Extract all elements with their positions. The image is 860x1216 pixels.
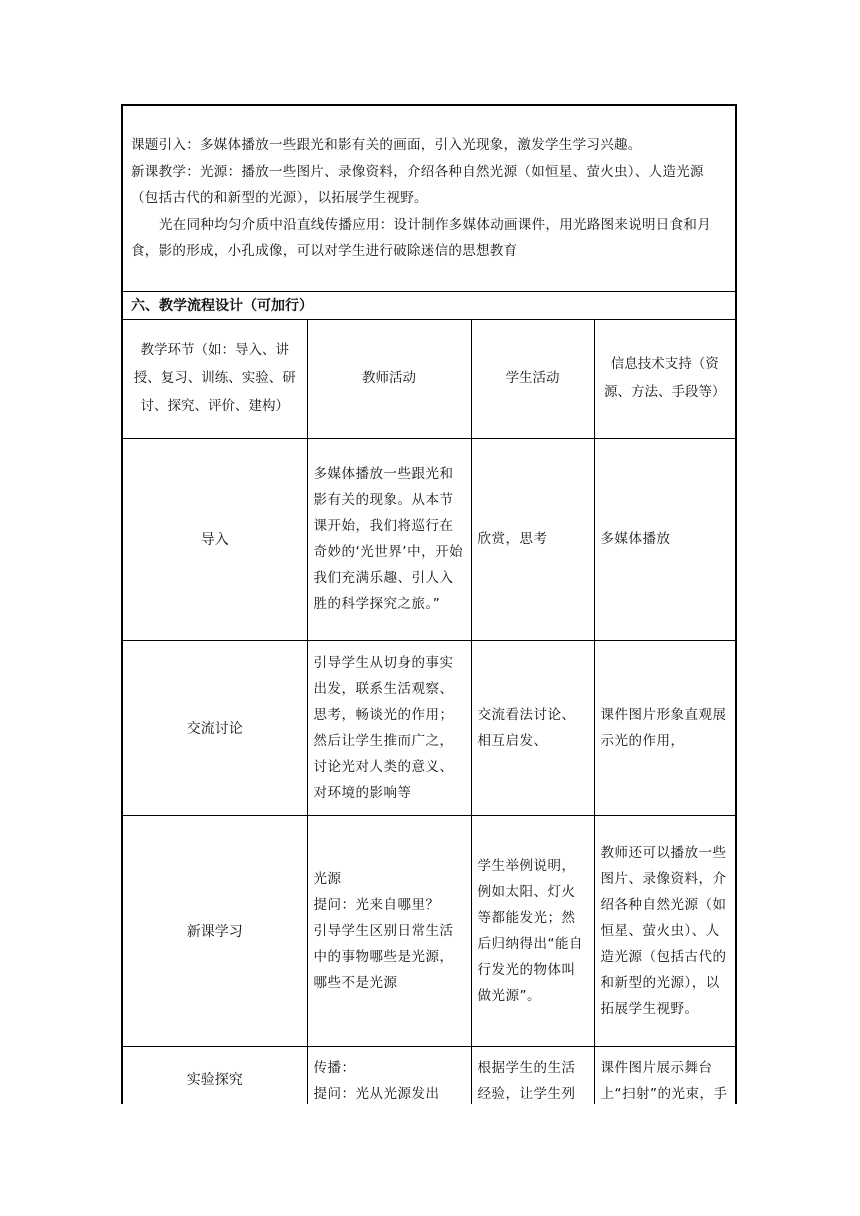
teacher-question: 提问：光来自哪里？ bbox=[313, 896, 440, 913]
stage-cell: 交流讨论 bbox=[123, 640, 307, 815]
student-activity-cell: 学生举例说明，例如太阳、灯火等都能发光；然后归纳得出“能自行发光的物体叫做光源”。 bbox=[471, 815, 594, 1046]
table-header-row bbox=[123, 319, 735, 438]
tech-support-cell: 课件图片展示舞台上“扫射”的光束，手 bbox=[594, 1046, 735, 1104]
header-tech-support: 信息技术支持（资源、方法、手段等） bbox=[594, 319, 735, 438]
teacher-topic-title: 传播： bbox=[313, 1060, 356, 1076]
student-activity-cell: 欣赏，思考 bbox=[471, 438, 594, 640]
student-activity-cell: 交流看法讨论、相互启发、 bbox=[471, 640, 594, 815]
header-stage: 教学环节（如：导入、讲授、复习、训练、实验、研讨、探究、评价、建构） bbox=[123, 319, 307, 438]
intro-line-new-lesson: 新课教学：光源：播放一些图片、录像资料，介绍各种自然光源（如恒星、萤火虫）、人造光源（包括古代的和新型的光源），以拓展学生视野。 bbox=[131, 163, 704, 206]
intro-line-application: 光在同种均匀介质中沿直线传播应用：设计制作多媒体动画课件，用光路图来说明日食和月食，影的形成，小孔成像，可以对学生进行破除迷信的思想教育 bbox=[131, 216, 711, 259]
stage-cell: 导入 bbox=[123, 438, 307, 640]
section-title: 六、教学流程设计（可加行） bbox=[123, 292, 735, 320]
stage-cell: 新课学习 bbox=[123, 815, 307, 1046]
teacher-question: 提问：光从光源发出 bbox=[313, 1086, 440, 1102]
student-activity-cell: 根据学生的生活经验，让学生列 bbox=[471, 1046, 594, 1104]
tech-support-cell: 教师还可以播放一些图片、录像资料，介绍各种自然光源（如恒星、萤火虫）、人造光源（包括古代的和新型的光源），以拓展学生视野。 bbox=[594, 815, 735, 1046]
table-row bbox=[123, 438, 735, 640]
intro-line-topic: 课题引入：多媒体播放一些跟光和影有关的画面，引入光现象，激发学生学习兴趣。 bbox=[131, 137, 642, 153]
teacher-activity-cell bbox=[307, 1046, 471, 1104]
document-frame bbox=[121, 104, 737, 1104]
tech-support-cell: 课件图片形象直观展示光的作用， bbox=[594, 640, 735, 815]
lesson-intro-block bbox=[123, 106, 735, 292]
teaching-flow-table bbox=[123, 319, 735, 1104]
header-teacher-activity: 教师活动 bbox=[307, 319, 471, 438]
teacher-topic-title: 光源 bbox=[313, 870, 342, 887]
header-student-activity: 学生活动 bbox=[471, 319, 594, 438]
teacher-guidance: 引导学生区别日常生活中的事物哪些是光源，哪些不是光源 bbox=[313, 922, 454, 991]
table-row bbox=[123, 640, 735, 815]
teacher-activity-cell bbox=[307, 815, 471, 1046]
table-row bbox=[123, 815, 735, 1046]
table-row bbox=[123, 1046, 735, 1104]
tech-support-cell: 多媒体播放 bbox=[594, 438, 735, 640]
teacher-activity-cell: 引导学生从切身的事实出发，联系生活观察、思考，畅谈光的作用；然后让学生推而广之，讨论光对人类的意义、对环境的影响等 bbox=[307, 640, 471, 815]
teacher-activity-cell: 多媒体播放一些跟光和影有关的现象。从本节课开始，我们将巡行在奇妙的‘光世界’中，开始我们充满乐趣、引人入胜的科学探究之旅。” bbox=[307, 438, 471, 640]
stage-cell: 实验探究 bbox=[123, 1046, 307, 1104]
